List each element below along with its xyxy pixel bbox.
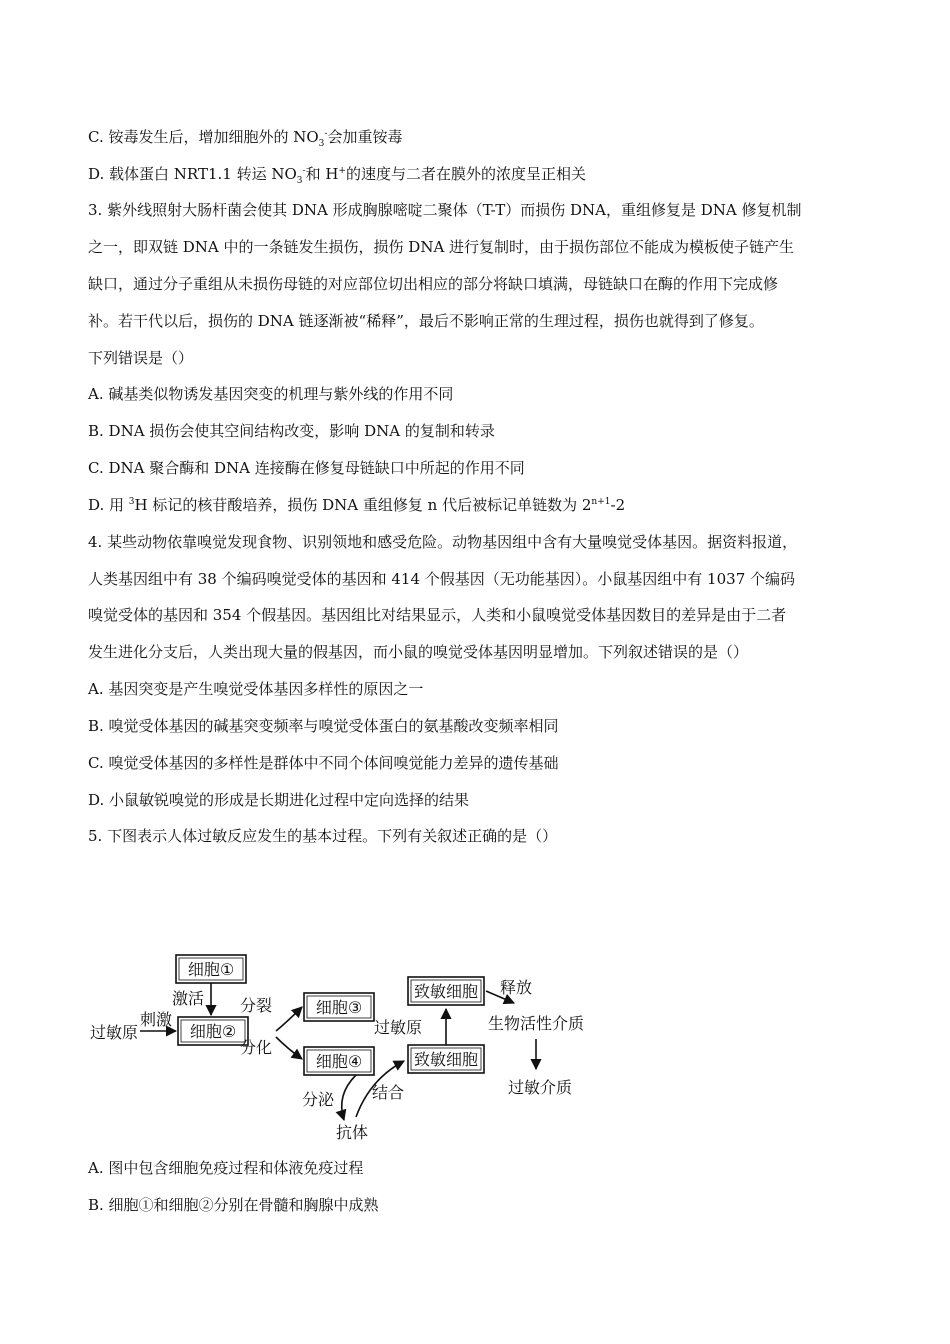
sensitized-cell-top-box — [408, 977, 484, 1005]
divide-label: 分裂 — [240, 996, 273, 1015]
q3-stem-line: 下列错误是（） — [88, 349, 194, 367]
cell4-label: 细胞④ — [315, 1052, 363, 1071]
q3-option-b: B. DNA 损伤会使其空间结构改变，影响 DNA 的复制和转录 — [88, 422, 495, 440]
q4-option-b: B. 嗅觉受体基因的碱基突变频率与嗅觉受体蛋白的氨基酸改变频率相同 — [88, 717, 559, 735]
to-cell4-arrow — [276, 1037, 302, 1059]
sensitized-bottom-label: 致敏细胞 — [413, 1050, 479, 1069]
sensitized-cell-bottom-box — [408, 1045, 484, 1073]
q3-option-d: D. 用 $^3$H 标记的核苷酸培养，损伤 DNA 重组修复 n 代后被标记单链数为 $2^{n+1}-2$ — [88, 496, 626, 514]
q3-stem-line: 3. 紫外线照射大肠杆菌会使其 DNA 形成胸腺嘧啶二聚体（T-T）而损伤 DNA，重组修复是 DNA 修复机制 — [88, 201, 802, 219]
q5-stem: 5. 下图表示人体过敏反应发生的基本过程。下列有关叙述正确的是（） — [88, 827, 558, 845]
bioactive-label: 生物活性介质 — [488, 1014, 585, 1033]
q4-option-d: D. 小鼠敏锐嗅觉的形成是长期进化过程中定向选择的结果 — [88, 791, 470, 809]
release-label: 释放 — [500, 978, 533, 997]
cell4-box — [304, 1047, 374, 1075]
allergen-left-label: 过敏原 — [90, 1023, 139, 1042]
q4-option-a: A. 基因突变是产生嗅觉受体基因多样性的原因之一 — [88, 680, 424, 698]
allergen-right-label: 过敏原 — [374, 1018, 423, 1037]
q5-option-a: A. 图中包含细胞免疫过程和体液免疫过程 — [88, 1159, 364, 1177]
bind-label: 结合 — [372, 1083, 405, 1102]
cell2-box — [178, 1017, 248, 1045]
q3-stem-line: 缺口，通过分子重组从未损伤母链的对应部位切出相应的部分将缺口填满，母链缺口在酶的作用下完成修 — [88, 275, 779, 293]
differentiate-label: 分化 — [240, 1038, 273, 1057]
secrete-label: 分泌 — [302, 1090, 335, 1109]
cell1-label: 细胞① — [187, 960, 235, 979]
allergy-process-diagram — [88, 945, 608, 1145]
mediator-label: 过敏介质 — [508, 1078, 573, 1097]
q4-stem-line: 4. 某些动物依靠嗅觉发现食物、识别领地和感受危险。动物基因组中含有大量嗅觉受体基因。据资料报道， — [88, 533, 798, 551]
q3-option-c: C. DNA 聚合酶和 DNA 连接酶在修复母链缺口中所起的作用不同 — [88, 459, 525, 477]
antibody-label: 抗体 — [336, 1123, 369, 1142]
cell2-label: 细胞② — [189, 1022, 237, 1041]
q4-stem-line: 人类基因组中有 38 个编码嗅觉受体的基因和 414 个假基因（无功能基因）。小鼠基因组中有 1037 个编码 — [88, 570, 796, 588]
activate-label: 激活 — [172, 989, 205, 1008]
q3-stem-line: 补。若干代以后，损伤的 DNA 链逐渐被“稀释”，最后不影响正常的生理过程，损伤也就得到了修复。 — [88, 312, 764, 330]
to-cell3-arrow — [276, 1007, 302, 1031]
q2-option-d: D. 载体蛋白 NRT1.1 转运 $NO_3^-$和 H+的速度与二者在膜外的浓度呈正相关 — [88, 165, 586, 186]
cell1-box — [176, 955, 246, 983]
q4-stem-line: 发生进化分支后，人类出现大量的假基因，而小鼠的嗅觉受体基因明显增加。下列叙述错误的是（） — [88, 643, 749, 661]
q3-stem-line: 之一，即双链 DNA 中的一条链发生损伤，损伤 DNA 进行复制时，由于损伤部位不能成为模板使子链产生 — [88, 238, 795, 256]
cell3-label: 细胞③ — [315, 998, 363, 1017]
secrete-arrow — [342, 1075, 356, 1120]
sensitized-top-label: 致敏细胞 — [413, 982, 479, 1001]
stimulate-label: 刺激 — [140, 1010, 173, 1029]
q2-option-c: C. 铵毒发生后，增加细胞外的 $NO_3^-$会加重铵毒 — [88, 128, 403, 149]
q4-stem-line: 嗅觉受体的基因和 354 个假基因。基因组比对结果显示，人类和小鼠嗅觉受体基因数目的差异是由于二者 — [88, 606, 787, 624]
q5-option-b: B. 细胞①和细胞②分别在骨髓和胸腺中成熟 — [88, 1196, 379, 1214]
cell3-box — [304, 993, 374, 1021]
q3-option-a: A. 碱基类似物诱发基因突变的机理与紫外线的作用不同 — [88, 385, 454, 403]
q4-option-c: C. 嗅觉受体基因的多样性是群体中不同个体间嗅觉能力差异的遗传基础 — [88, 754, 559, 772]
